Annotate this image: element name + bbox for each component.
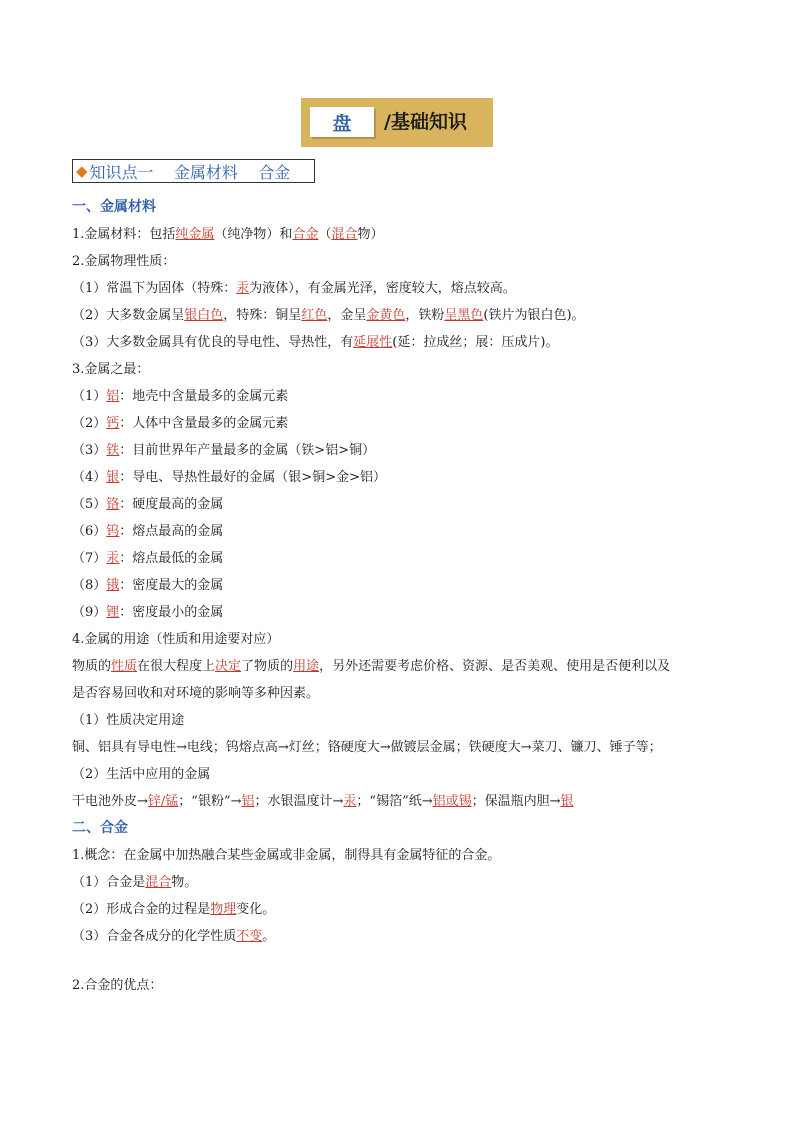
text-segment: 2.金属物理性质：	[72, 254, 176, 269]
text-line	[72, 464, 732, 491]
highlighted-term: 铝或锡	[432, 794, 472, 809]
diamond-icon: ◆	[76, 162, 88, 180]
text-segment: 物质的	[72, 659, 112, 674]
highlighted-term: 汞	[343, 794, 357, 809]
text-line	[72, 410, 732, 437]
text-line	[72, 896, 732, 923]
banner-box-label: 盘	[310, 107, 374, 137]
text-line	[72, 248, 732, 275]
highlighted-term: 物理	[210, 902, 237, 917]
text-segment: ：目前世界年产量最多的金属（铁>铝>铜）	[119, 443, 376, 458]
text-line	[72, 923, 732, 950]
text-line	[72, 437, 732, 464]
text-segment: ；“银粉”→	[178, 794, 242, 809]
text-line	[72, 302, 732, 329]
text-segment: ：熔点最高的金属	[119, 524, 224, 539]
text-segment: ：地壳中含量最多的金属元素	[119, 389, 289, 404]
highlighted-term: 银白色	[184, 308, 224, 323]
highlighted-term: 金黄色	[366, 308, 406, 323]
text-segment: 3.金属之最：	[72, 362, 150, 377]
text-segment: ：硬度最高的金属	[119, 497, 224, 512]
text-segment: 了物质的	[241, 659, 294, 674]
text-segment: 物。	[171, 875, 198, 890]
text-segment: ：导电、导热性最好的金属（银>铜>金>铝）	[119, 470, 386, 485]
text-line	[72, 626, 732, 653]
text-segment: （3）合金各成分的化学性质	[72, 929, 237, 944]
text-segment: （8）	[72, 578, 107, 593]
text-segment: （纯净物）和	[214, 227, 293, 242]
text-line	[72, 275, 732, 302]
highlighted-term: 不变	[236, 929, 263, 944]
highlighted-term: 呈黑色	[444, 308, 484, 323]
text-segment: 为液体），有金属光泽，密度较大，熔点较高。	[249, 281, 516, 296]
highlighted-term: 铬	[106, 497, 120, 512]
text-segment: （1）性质决定用途	[72, 713, 185, 728]
text-segment: ，金呈	[327, 308, 367, 323]
highlighted-term: 决定	[215, 659, 242, 674]
text-segment: （3）	[72, 443, 107, 458]
highlighted-term: 锌/锰	[147, 794, 179, 809]
highlighted-term: 汞	[106, 551, 120, 566]
text-segment: 变化。	[236, 902, 276, 917]
text-line	[72, 869, 732, 896]
text-line	[72, 329, 732, 356]
text-line	[72, 653, 732, 680]
text-line	[72, 491, 732, 518]
section-heading	[72, 815, 732, 842]
text-line	[72, 383, 732, 410]
text-line	[72, 221, 732, 248]
text-segment: ，特殊：铜呈	[223, 308, 302, 323]
highlighted-term: 用途	[293, 659, 320, 674]
highlighted-term: 性质	[111, 659, 138, 674]
text-segment: （2）	[72, 416, 107, 431]
text-segment: （5）	[72, 497, 107, 512]
text-line	[72, 518, 732, 545]
text-segment: ：熔点最低的金属	[119, 551, 224, 566]
text-segment: ，另外还需要考虑价格、资源、是否美观、使用是否便利以及	[319, 659, 671, 674]
text-line	[72, 842, 732, 869]
text-segment: （2）形成合金的过程是	[72, 902, 211, 917]
highlighted-term: 铁	[106, 443, 120, 458]
document-body	[72, 194, 732, 999]
text-segment: （3）大多数金属具有优良的导电性、导热性，有	[72, 335, 354, 350]
highlighted-term: 混合	[145, 875, 172, 890]
text-line	[72, 734, 732, 761]
text-segment: ：密度最小的金属	[119, 605, 224, 620]
highlighted-term: 锇	[106, 578, 120, 593]
highlighted-term: 铝	[106, 389, 120, 404]
highlighted-term: 纯金属	[175, 227, 215, 242]
text-segment: ；保温瓶内胆→	[471, 794, 561, 809]
text-line	[72, 761, 732, 788]
section-banner	[301, 98, 493, 147]
text-segment: 。	[262, 929, 276, 944]
text-line	[72, 356, 732, 383]
highlighted-term: 红色	[301, 308, 328, 323]
section-heading	[72, 194, 732, 221]
text-segment: 铜、铝具有导电性→电线；钨熔点高→灯丝；铬硬度大→做镀层金属；铁硬度大→菜刀、镰刀、锤子等；	[72, 740, 662, 755]
text-segment: (延：拉成丝；展：压成片)。	[392, 335, 559, 350]
text-line	[72, 545, 732, 572]
highlighted-term: 混合	[331, 227, 358, 242]
text-segment: (铁片为银白色)。	[483, 308, 585, 323]
text-segment: 干电池外皮→	[72, 794, 148, 809]
text-segment: 二、合金	[72, 820, 128, 836]
text-segment: 1.金属材料：包括	[72, 227, 176, 242]
text-line	[72, 599, 732, 626]
highlighted-term: 汞	[236, 281, 250, 296]
banner-title: /基础知识	[384, 111, 467, 133]
text-segment: ：人体中含量最多的金属元素	[119, 416, 289, 431]
spacer	[72, 950, 732, 972]
text-segment: 4.金属的用途（性质和用途要对应）	[72, 632, 280, 647]
text-segment: 物）	[357, 227, 384, 242]
text-segment: 在很大程度上	[137, 659, 216, 674]
text-segment: （1）	[72, 389, 107, 404]
highlighted-term: 银	[106, 470, 120, 485]
knowledge-point-heading	[72, 159, 315, 183]
highlighted-term: 延展性	[353, 335, 393, 350]
text-line	[72, 972, 732, 999]
text-segment: ；水银温度计→	[254, 794, 344, 809]
text-line	[72, 680, 732, 707]
text-segment: （	[318, 227, 332, 242]
knowledge-point-title: 知识点一 金属材料 合金	[89, 162, 291, 182]
text-segment: 1.概念：在金属中加热融合某些金属或非金属，制得具有金属特征的合金。	[72, 848, 501, 863]
highlighted-term: 银	[560, 794, 574, 809]
text-segment: （9）	[72, 605, 107, 620]
highlighted-term: 锂	[106, 605, 120, 620]
text-line	[72, 572, 732, 599]
text-segment: 2.合金的优点：	[72, 978, 163, 993]
text-segment: 是否容易回收和对环境的影响等多种因素。	[72, 686, 320, 701]
text-segment: ，铁粉	[405, 308, 445, 323]
text-segment: （1）常温下为固体（特殊：	[72, 281, 237, 296]
highlighted-term: 钨	[106, 524, 120, 539]
text-segment: （2）生活中应用的金属	[72, 767, 211, 782]
text-segment: （4）	[72, 470, 107, 485]
highlighted-term: 合金	[292, 227, 319, 242]
text-segment: ；“锡箔”纸→	[356, 794, 433, 809]
text-segment: （6）	[72, 524, 107, 539]
text-segment: （1）合金是	[72, 875, 146, 890]
highlighted-term: 铝	[241, 794, 255, 809]
highlighted-term: 钙	[106, 416, 120, 431]
text-segment: 一、金属材料	[72, 199, 156, 215]
text-segment: （7）	[72, 551, 107, 566]
text-line	[72, 788, 732, 815]
text-segment: ：密度最大的金属	[119, 578, 224, 593]
text-line	[72, 707, 732, 734]
text-segment: （2）大多数金属呈	[72, 308, 185, 323]
